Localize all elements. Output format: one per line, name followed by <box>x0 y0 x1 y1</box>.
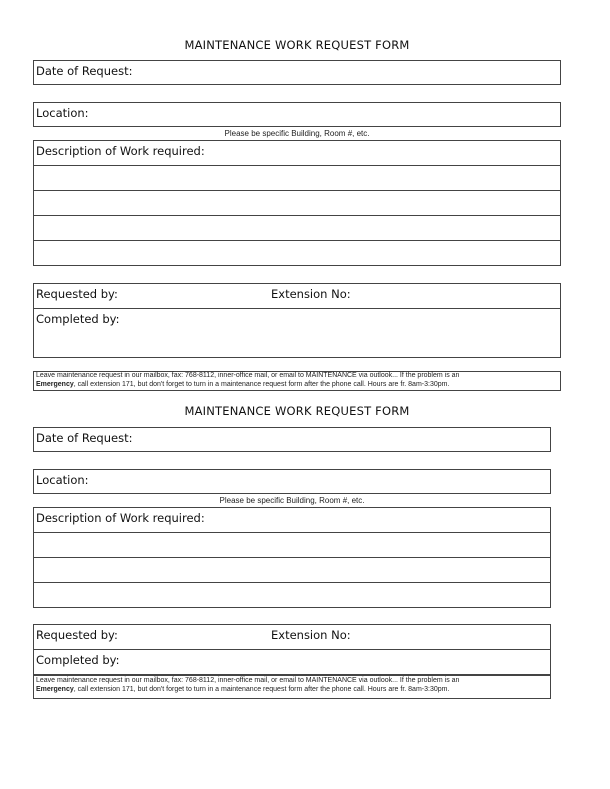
date-of-request-label: Date of Request: <box>36 431 133 445</box>
description-line <box>34 557 550 558</box>
completed-by-label: Completed by: <box>36 653 120 667</box>
instructions-note <box>33 675 551 699</box>
requested-by-label: Requested by: <box>36 287 118 301</box>
date-of-request-field[interactable] <box>33 60 561 85</box>
description-line <box>34 240 560 241</box>
date-of-request-label: Date of Request: <box>36 64 133 78</box>
requester-section <box>33 624 551 675</box>
instructions-note <box>33 371 561 391</box>
description-label: Description of Work required: <box>36 144 205 158</box>
description-line <box>34 215 560 216</box>
description-line <box>34 190 560 191</box>
extension-no-label: Extension No: <box>271 287 351 301</box>
date-of-request-field[interactable] <box>33 427 551 452</box>
description-label: Description of Work required: <box>36 511 205 525</box>
description-line <box>34 165 560 166</box>
location-field[interactable] <box>33 102 561 127</box>
location-label: Location: <box>36 106 89 120</box>
description-line <box>34 582 550 583</box>
form-title: MAINTENANCE WORK REQUEST FORM <box>184 38 410 52</box>
instructions-text: Leave maintenance request in our mailbox, fax: 768-8112, inner-office mail, or email to MAINTENANCE via outlook... If the problem is an Emergency, call extension 171, but don't forget to turn in a maintenance request form after the phone call. Hours are fr. 8am-3:30pm. <box>36 677 460 693</box>
requester-section <box>33 283 561 358</box>
form-title: MAINTENANCE WORK REQUEST FORM <box>184 404 410 418</box>
requested-by-label: Requested by: <box>36 628 118 642</box>
description-line <box>34 532 550 533</box>
description-field[interactable] <box>33 507 551 608</box>
location-field[interactable] <box>33 469 551 494</box>
description-field[interactable] <box>33 140 561 266</box>
section-divider <box>34 649 550 650</box>
location-hint: Please be specific Building, Room #, etc. <box>219 496 365 505</box>
extension-no-label: Extension No: <box>271 628 351 642</box>
location-hint: Please be specific Building, Room #, etc. <box>224 129 370 138</box>
instructions-text: Leave maintenance request in our mailbox, fax: 768-8112, inner-office mail, or email to MAINTENANCE via outlook... If the problem is an Emergency, call extension 171, but don't forget to turn in a maintenance request form after the phone call. Hours are fr. 8am-3:30pm. <box>36 372 460 388</box>
section-divider <box>34 308 560 309</box>
location-label: Location: <box>36 473 89 487</box>
completed-by-label: Completed by: <box>36 312 120 326</box>
